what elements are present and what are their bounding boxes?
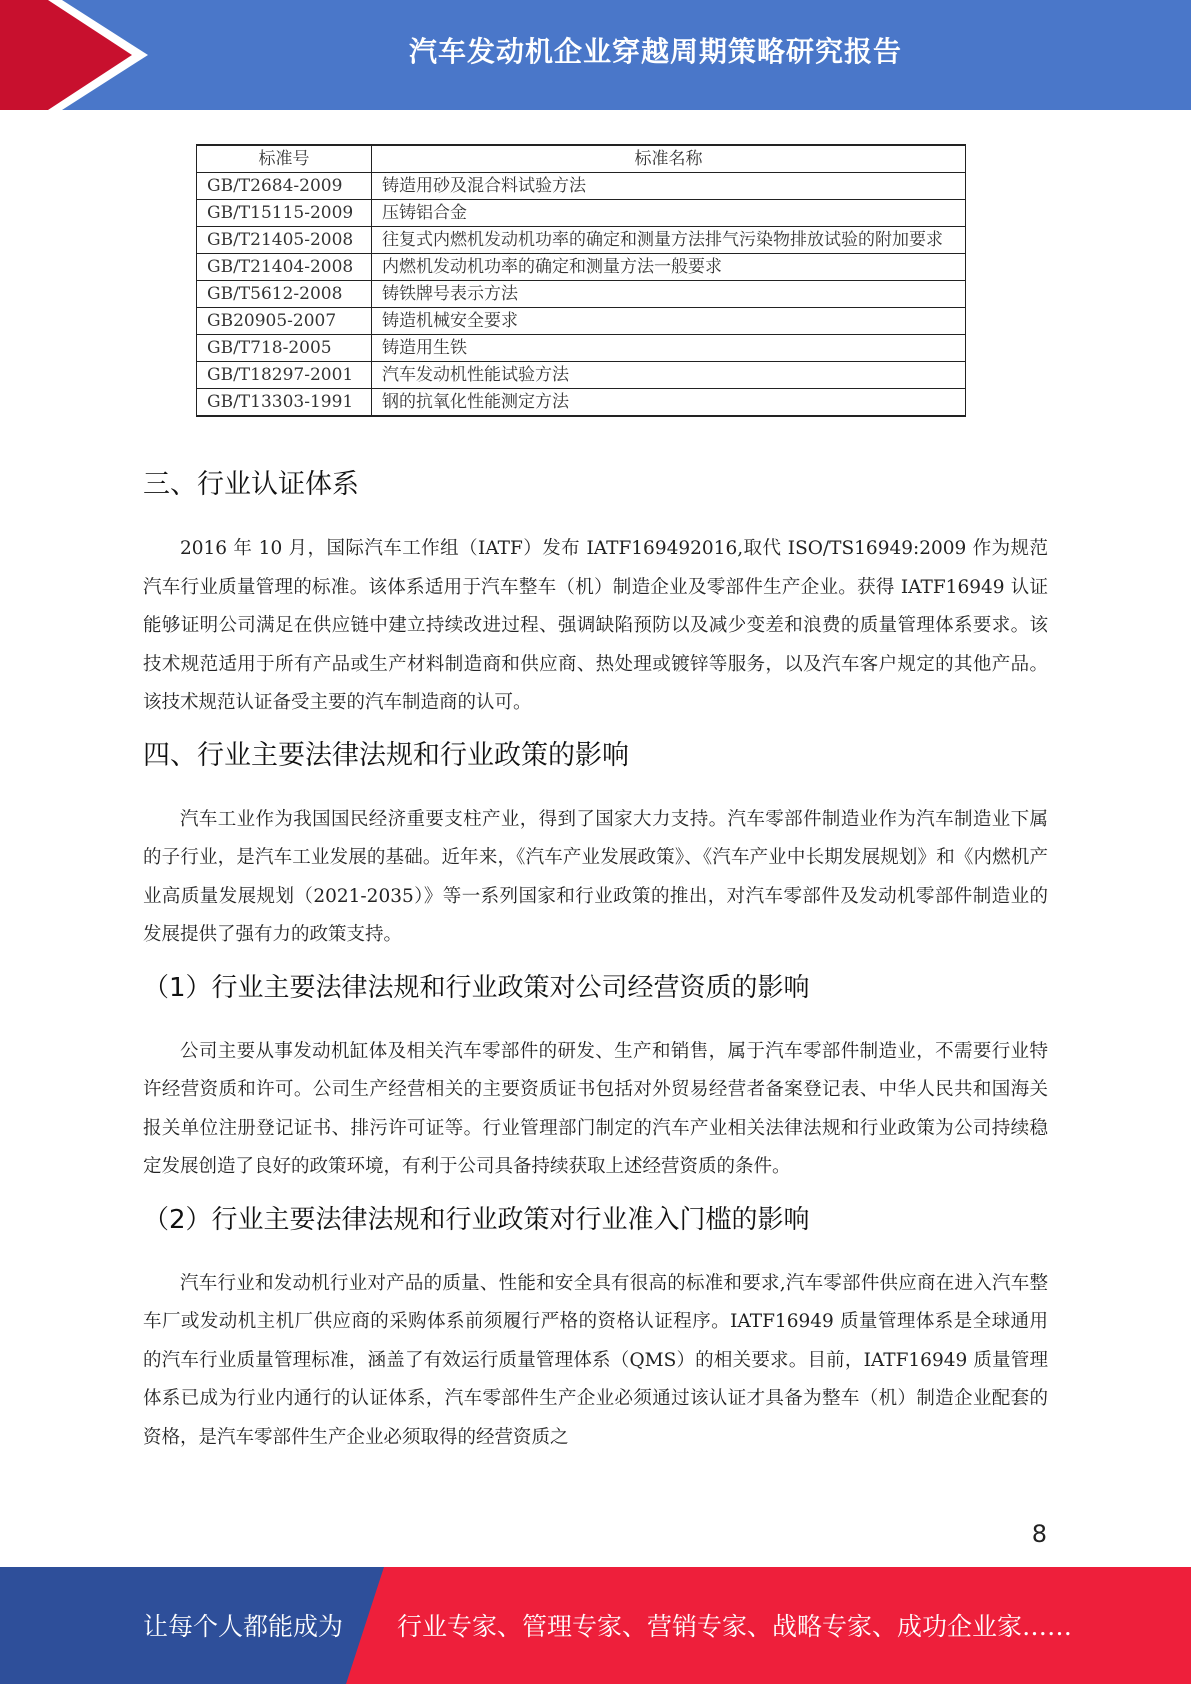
table-row xyxy=(197,173,966,200)
table-cell-code: GB/T15115-2009 xyxy=(197,200,372,227)
table-row xyxy=(197,362,966,389)
footer-slogan-right: 行业专家、管理专家、营销专家、战略专家、成功企业家…… xyxy=(397,1612,1073,1641)
table-row xyxy=(197,281,966,308)
table-cell-name: 压铸铝合金 xyxy=(372,200,966,227)
page-footer xyxy=(0,1567,1191,1684)
table-cell-code: GB/T18297-2001 xyxy=(197,362,372,389)
page-header xyxy=(0,0,1191,110)
table-row xyxy=(197,335,966,362)
table-cell-name: 铸造机械安全要求 xyxy=(372,308,966,335)
section-4-paragraph: 汽车工业作为我国国民经济重要支柱产业，得到了国家大力支持。汽车零部件制造业作为汽车制造业下属的子行业，是汽车工业发展的基础。近年来，《汽车产业发展政策》、《汽车产业中长期发展规划》和《内燃机产业高质量发展规划（2021-2035）》等一系列国家和行业政策的推出，对汽车零部件及发动机零部件制造业的发展提供了强有力的政策支持。 xyxy=(143,808,1048,945)
standards-table xyxy=(196,144,966,417)
table-cell-code: GB/T2684-2009 xyxy=(197,173,372,200)
subsection-heading-2: （2）行业主要法律法规和行业政策对行业准入门槛的影响 xyxy=(143,1204,810,1235)
page-number: 8 xyxy=(1031,1520,1047,1548)
document-body xyxy=(143,462,1048,1467)
table-cell-code: GB/T5612-2008 xyxy=(197,281,372,308)
table-header-code: 标准号 xyxy=(197,145,372,173)
section-3-paragraph: 2016 年 10 月，国际汽车工作组（IATF）发布 IATF169492016,取代 ISO/TS16949:2009 作为规范汽车行业质量管理的标准。该体系适用于汽车整车（机）制造企业及零部件生产企业。获得 IATF16949 认证能够证明公司满足在供应链中建立持续改进过程、强调缺陷预防以及减少变差和浪费的质量管理体系要求。该技术规范适用于所有产品或生产材料制造商和供应商、热处理或镀锌等服务，以及汽车客户规定的其他产品。该技术规范认证备受主要的汽车制造商的认可。 xyxy=(143,538,1048,713)
section-heading-4: 四、行业主要法律法规和行业政策的影响 xyxy=(143,739,629,771)
table-cell-name: 汽车发动机性能试验方法 xyxy=(372,362,966,389)
header-title: 汽车发动机企业穿越周期策略研究报告 xyxy=(408,35,902,68)
table-cell-code: GB/T13303-1991 xyxy=(197,389,372,417)
table-cell-code: GB/T21404-2008 xyxy=(197,254,372,281)
section-heading-3: 三、行业认证体系 xyxy=(143,469,359,500)
table-header-row xyxy=(197,145,966,173)
table-cell-code: GB20905-2007 xyxy=(197,308,372,335)
table-header-name: 标准名称 xyxy=(372,145,966,173)
table-row xyxy=(197,389,966,417)
footer-slogan-left: 让每个人都能成为 xyxy=(143,1612,344,1641)
table-cell-name: 铸造用生铁 xyxy=(372,335,966,362)
table-cell-name: 钢的抗氧化性能测定方法 xyxy=(372,389,966,417)
table-cell-name: 铸铁牌号表示方法 xyxy=(372,281,966,308)
subsection-2-paragraph: 汽车行业和发动机行业对产品的质量、性能和安全具有很高的标准和要求,汽车零部件供应商在进入汽车整车厂或发动机主机厂供应商的采购体系前须履行严格的资格认证程序。IATF16949 质量管理体系是全球通用的汽车行业质量管理标准，涵盖了有效运行质量管理体系（QMS）的相关要求。目前，IATF16949 质量管理体系已成为行业内通行的认证体系，汽车零部件生产企业必须通过该认证才具备为整车（机）制造企业配套的资格，是汽车零部件生产企业必须取得的经营资质之 xyxy=(143,1272,1048,1448)
subsection-heading-1: （1）行业主要法律法规和行业政策对公司经营资质的影响 xyxy=(143,972,810,1003)
table-cell-code: GB/T718-2005 xyxy=(197,335,372,362)
table-row xyxy=(197,254,966,281)
table-cell-name: 内燃机发动机功率的确定和测量方法一般要求 xyxy=(372,254,966,281)
subsection-1-paragraph: 公司主要从事发动机缸体及相关汽车零部件的研发、生产和销售，属于汽车零部件制造业，不需要行业特许经营资质和许可。公司生产经营相关的主要资质证书包括对外贸易经营者备案登记表、中华人民共和国海关报关单位注册登记证书、排污许可证等。行业管理部门制定的汽车产业相关法律法规和行业政策为公司持续稳定发展创造了良好的政策环境，有利于公司具备持续获取上述经营资质的条件。 xyxy=(143,1040,1048,1177)
table-cell-name: 往复式内燃机发动机功率的确定和测量方法排气污染物排放试验的附加要求 xyxy=(372,227,966,254)
table-row xyxy=(197,227,966,254)
table-row xyxy=(197,200,966,227)
table-cell-code: GB/T21405-2008 xyxy=(197,227,372,254)
table-cell-name: 铸造用砂及混合料试验方法 xyxy=(372,173,966,200)
table-row xyxy=(197,308,966,335)
